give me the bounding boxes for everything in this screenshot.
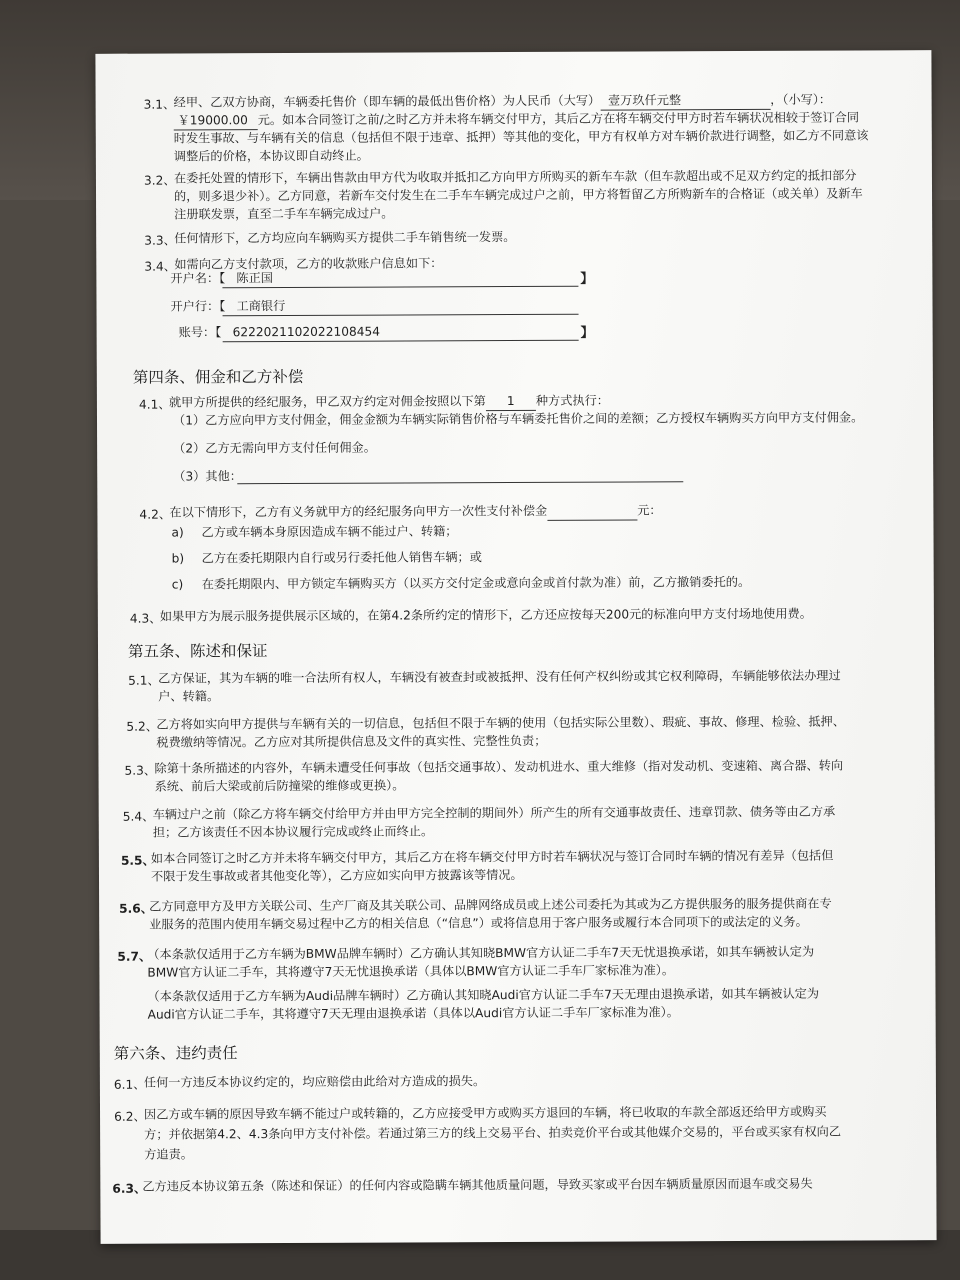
clause-4-2-line	[169, 501, 661, 522]
price-upper-field	[600, 91, 770, 111]
item-c-text: 在委托期限内、甲方锁定车辆购买方（以买方交付定金或意向金或首付款为准）前，乙方撤销委托的。	[201, 574, 751, 592]
clause-3-2-line: 的，则多退少补）。乙方同意，若新车交付发生在二手车车辆完成过户之前，甲方将暂留乙方所购新车的合格证（或关单）及新车	[174, 186, 863, 204]
clause-text: 经甲、乙双方协商，车辆委托售价（即车辆的最低出售价格）为人民币（大写）	[173, 93, 601, 110]
clause-5-7-line: BMW官方认证二手车，其将遵守7天无忧退换承诺（具体以BMW官方认证二手车厂家标准为准）。	[147, 963, 675, 980]
clause-5-7-line: （本条款仅适用于乙方车辆为Audi品牌车辆时）乙方确认其知晓Audi官方认证二手车7天无理由退换承诺，如其车辆被认定为	[147, 986, 820, 1004]
clause-5-4-line: 车辆过户之前（除乙方将车辆交付给甲方并由甲方完全控制的期间外）所产生的所有交通事故责任、违章罚款、债务等由乙方承	[152, 804, 836, 822]
clause-number: 5.2、	[126, 719, 158, 734]
clause-5-1-line: 户、转籍。	[158, 689, 220, 704]
account-bank-label: 开户行：【	[170, 299, 226, 314]
clause-number: 5.1、	[128, 673, 160, 688]
clause-text: ，（小写）：	[770, 92, 832, 107]
clause-number: 5.6、	[119, 901, 153, 916]
clause-5-4-line: 担；乙方该责任不因本协议履行完成或终止而终止。	[152, 824, 434, 840]
clause-4-3-line: 如果甲方为展示服务提供展示区域的，在第4.2条所约定的情形下，乙方还应按每天200元的标准向甲方支付场地使用费。	[159, 606, 812, 624]
clause-5-1-line: 乙方保证，其为车辆的唯一合法所有权人，车辆没有被查封或被抵押、没有任何产权纠纷或其它权利障碍，车辆能够依法办理过	[158, 668, 841, 686]
clause-6-2-line: 方；并依据第4.2、4.3条向甲方支付补偿。若通过第三方的线上交易平台、拍卖竞价平台或其他媒介交易的，平台或买家有权向乙	[144, 1124, 842, 1142]
clause-3-2-line: 注册联发票，直至二手车车辆完成过户。	[174, 206, 394, 222]
section-4-heading: 第四条、佣金和乙方补偿	[132, 367, 304, 387]
clause-number: 4.2、	[139, 507, 172, 522]
option-3-underline	[237, 481, 683, 484]
clause-number: 3.1、	[143, 97, 176, 112]
clause-5-6-line: 乙方同意甲方及甲方关联公司、生产厂商及其关联公司、品牌网络成员或上述公司委托为其或为乙方提供服务的服务提供商在专	[149, 896, 832, 914]
clause-6-1-line: 任何一方违反本协议约定的，均应赔偿由此给对方造成的损失。	[143, 1074, 486, 1090]
account-bank-value: 工商银行	[236, 299, 286, 314]
clause-number: 3.4、	[144, 259, 176, 274]
bracket-close: 】	[580, 325, 594, 341]
clause-5-7-line: Audi官方认证二手车，其将遵守7天无理由退换承诺（具体以Audi官方认证二手车厂家标准为准）。	[147, 1005, 679, 1022]
clause-5-2-line: 乙方将如实向甲方提供与车辆有关的一切信息，包括但不限于车辆的使用（包括实际公里数）、瑕疵、事故、修理、检验、抵押、	[156, 714, 845, 732]
clause-6-3-line: 乙方违反本协议第五条（陈述和保证）的任何内容或隐瞒车辆其他质量问题，导致买家或平台因车辆质量原因而退车或交易失	[142, 1176, 813, 1194]
clause-number: 5.3、	[124, 763, 157, 778]
clause-text: 在以下情形下，乙方有义务就甲方的经纪服务向甲方一次性支付补偿金	[169, 503, 548, 520]
account-number-underline	[223, 340, 579, 343]
item-label: a)	[171, 525, 184, 540]
clause-text: 元：	[637, 503, 662, 518]
price-lower-field	[174, 111, 258, 130]
clause-number: 6.1、	[113, 1077, 146, 1092]
item-b-text: 乙方在委托期限内自行或另行委托他人销售车辆；或	[201, 550, 482, 566]
section-6-heading: 第六条、违约责任	[113, 1044, 238, 1063]
clause-5-3-line: 除第十条所描述的内容外，车辆未遭受任何事故（包括交通事故）、发动机进水、重大维修（指对发动机、变速箱、离合器、转向	[154, 758, 844, 776]
option-2: （2）乙方无需向甲方支付任何佣金。	[173, 440, 376, 456]
price-lower-value: ￥19000.00	[177, 113, 248, 128]
clause-5-7-line: （本条款仅适用于乙方车辆为BMW品牌车辆时）乙方确认其知晓BMW官方认证二手车7天无忧退换承诺，如其车辆被认定为	[147, 944, 815, 962]
clause-6-2-line: 方追责。	[144, 1147, 193, 1162]
price-upper-value: 壹万玖仟元整	[607, 93, 682, 108]
option-1: （1）乙方应向甲方支付佣金，佣金金额为车辆实际销售价格与车辆委托售价之间的差额；乙方授权车辆购买方向甲方支付佣金。	[172, 410, 864, 428]
clause-3-1-line: 时发生事故、与车辆有关的信息（包括但不限于违章、抵押）等其他的变化，甲方有权单方对车辆价款进行调整，如乙方不同意该	[173, 128, 869, 146]
clause-3-3-line: 任何情形下，乙方均应向车辆购买方提供二手车销售统一发票。	[174, 229, 516, 246]
clause-number: 6.2、	[114, 1109, 146, 1124]
clause-number: 5.7、	[117, 949, 152, 964]
account-number-value: 6222021102022108454	[232, 324, 380, 340]
clause-number: 3.2、	[143, 173, 176, 188]
clause-number: 5.4、	[122, 809, 155, 824]
clause-text: 种方式执行：	[535, 393, 609, 408]
option-3: （3）其他：	[173, 469, 242, 484]
contract-page	[95, 50, 936, 1244]
clause-3-2-line: 在委托处置的情形下，车辆出售款由甲方代为收取并抵扣乙方向甲方所购买的新车车款（但车款超出或不足双方约定的抵扣部分	[173, 168, 857, 186]
compensation-field	[547, 501, 637, 520]
clause-number: 3.3、	[144, 233, 176, 248]
clause-number: 4.1、	[138, 397, 171, 412]
clause-3-4-line: 如需向乙方支付款项，乙方的收款账户信息如下：	[174, 256, 443, 272]
clause-3-1-line: 调整后的价格，本协议即自动终止。	[173, 148, 369, 164]
item-label: b)	[171, 551, 185, 566]
commission-way-field	[486, 392, 536, 411]
commission-way-value: 1	[506, 394, 515, 409]
clause-number: 4.3、	[129, 611, 162, 626]
clause-5-2-line: 税费缴纳等情况。乙方应对其所提供信息及文件的真实性、完整性负责；	[156, 733, 547, 750]
clause-6-2-line: 因乙方或车辆的原因导致车辆不能过户或转籍的，乙方应接受甲方或购买方退回的车辆，将已收取的车款全部返还给甲方或购买	[144, 1104, 827, 1122]
clause-5-5-line: 不限于发生事故或者其他变化等），乙方应如实向甲方披露该等情况。	[150, 867, 523, 884]
account-number-label: 账号：【	[178, 325, 222, 340]
clause-number: 5.5、	[120, 853, 155, 868]
clause-text: 就甲方所提供的经纪服务，甲乙双方约定对佣金按照以下第	[168, 394, 486, 410]
clause-5-3-line: 系统、前后大梁或前后防撞梁的维修或更换）。	[154, 778, 405, 794]
clause-5-5-line: 如本合同签订之时乙方并未将车辆交付甲方，其后乙方在将车辆交付甲方时若车辆状况与签订合同时车辆的情况有差异（包括但	[150, 848, 834, 866]
item-label: c)	[171, 577, 184, 592]
account-bank-underline	[223, 314, 579, 317]
clause-number: 6.3、	[112, 1181, 147, 1196]
item-a-text: 乙方或车辆本身原因造成车辆不能过户、转籍；	[201, 524, 458, 540]
clause-5-6-line: 业服务的范围内使用车辆交易过程中乙方的相关信息（“信息”）或将信息用于客户服务或履行本合同项下的或法定的义务。	[149, 914, 808, 932]
bracket-close: 】	[580, 271, 594, 287]
account-name-value: 陈正国	[236, 271, 273, 286]
account-name-underline	[222, 286, 578, 289]
section-5-heading: 第五条、陈述和保证	[127, 642, 268, 661]
account-name-label: 开户名：【	[170, 271, 226, 286]
clause-text: 元。如本合同签订之前/之时乙方并未将车辆交付甲方，其后乙方在将车辆交付甲方时若车辆状况相较于签订合同	[257, 110, 860, 128]
